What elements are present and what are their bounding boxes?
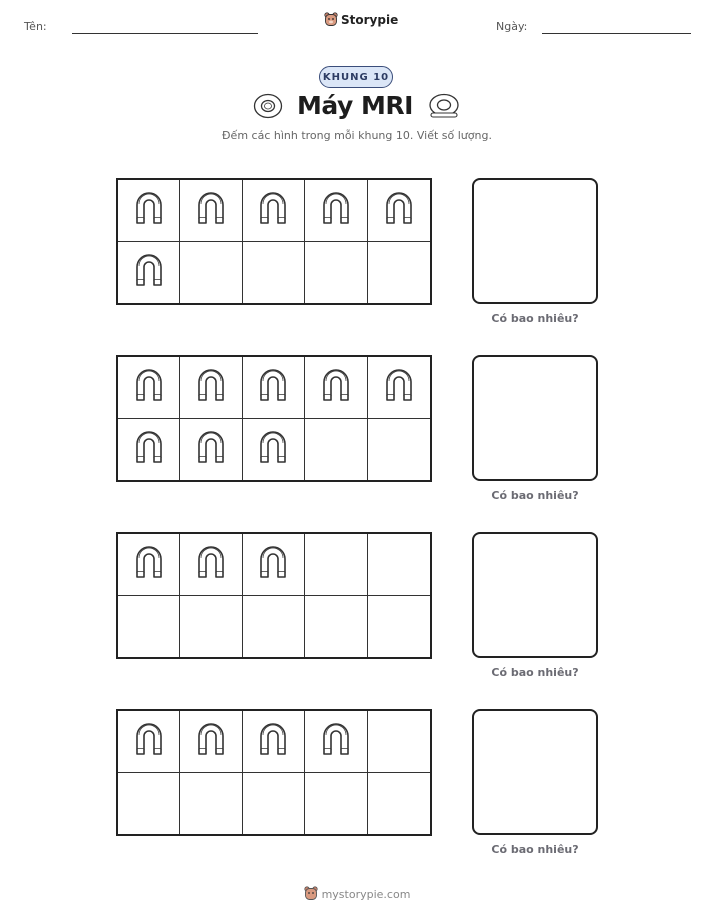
frame-cell — [243, 534, 305, 596]
ten-frame-2 — [116, 355, 432, 482]
frame-cell — [368, 180, 430, 242]
frame-cell — [243, 357, 305, 419]
frame-cell — [180, 773, 242, 835]
frame-cell — [180, 711, 242, 773]
frame-cell — [368, 242, 430, 304]
magnet-icon — [380, 365, 418, 409]
frame-cell — [118, 711, 180, 773]
magnet-icon — [192, 719, 230, 763]
magnet-icon — [192, 542, 230, 586]
frame-cell — [368, 596, 430, 658]
frame-cell — [243, 242, 305, 304]
name-label: Tên: — [24, 20, 47, 33]
frame-cell — [118, 180, 180, 242]
frame-cell — [368, 711, 430, 773]
frame-cell — [180, 242, 242, 304]
question-label-3: Có bao nhiêu? — [491, 666, 579, 679]
question-label-4: Có bao nhiêu? — [491, 843, 579, 856]
frame-cell — [180, 534, 242, 596]
frame-cell — [305, 242, 367, 304]
frame-cell — [243, 419, 305, 481]
frame-cell — [305, 534, 367, 596]
date-label: Ngày: — [496, 20, 528, 33]
footer-url[interactable]: mystorypie.com — [321, 887, 411, 901]
frame-cell — [180, 180, 242, 242]
answer-box-1[interactable] — [472, 178, 598, 304]
mri-machine-icon — [253, 93, 283, 119]
magnet-icon — [192, 365, 230, 409]
magnet-icon — [192, 427, 230, 471]
footer — [0, 886, 714, 902]
frame-cell — [368, 534, 430, 596]
frame-cell — [180, 357, 242, 419]
ten-frame-3 — [116, 532, 432, 659]
frame-cell — [305, 711, 367, 773]
ten-frame-4 — [116, 709, 432, 836]
bear-icon — [324, 12, 338, 28]
frame-cell — [243, 180, 305, 242]
frame-cell — [118, 534, 180, 596]
magnet-icon — [317, 188, 355, 232]
frame-cell — [118, 357, 180, 419]
magnet-icon — [254, 188, 292, 232]
frame-cell — [118, 419, 180, 481]
frame-cell — [368, 357, 430, 419]
magnet-icon — [130, 250, 168, 294]
magnet-icon — [317, 719, 355, 763]
magnet-icon — [254, 427, 292, 471]
date-line[interactable] — [542, 33, 691, 34]
frame-cell — [243, 773, 305, 835]
frame-cell — [368, 419, 430, 481]
magnet-icon — [254, 719, 292, 763]
question-label-2: Có bao nhiêu? — [491, 489, 579, 502]
answer-box-3[interactable] — [472, 532, 598, 658]
frame-cell — [243, 596, 305, 658]
magnet-icon — [317, 365, 355, 409]
answer-box-4[interactable] — [472, 709, 598, 835]
magnet-icon — [192, 188, 230, 232]
magnet-icon — [130, 427, 168, 471]
mri-scanner-icon — [427, 93, 461, 119]
frame-cell — [180, 596, 242, 658]
frame-cell — [368, 773, 430, 835]
ten-frame-badge: KHUNG 10 — [319, 66, 393, 88]
ten-frame-1 — [116, 178, 432, 305]
frame-cell — [118, 596, 180, 658]
frame-cell — [118, 242, 180, 304]
instructions: Đếm các hình trong mỗi khung 10. Viết số lượng. — [222, 129, 492, 142]
magnet-icon — [254, 542, 292, 586]
answer-box-2[interactable] — [472, 355, 598, 481]
title-row — [0, 91, 714, 120]
magnet-icon — [130, 188, 168, 232]
frame-cell — [305, 357, 367, 419]
frame-cell — [305, 180, 367, 242]
frame-cell — [305, 596, 367, 658]
question-label-1: Có bao nhiêu? — [491, 312, 579, 325]
name-line[interactable] — [72, 33, 258, 34]
frame-cell — [243, 711, 305, 773]
magnet-icon — [130, 719, 168, 763]
frame-cell — [305, 773, 367, 835]
frame-cell — [305, 419, 367, 481]
magnet-icon — [130, 365, 168, 409]
storypie-logo — [324, 12, 398, 28]
magnet-icon — [254, 365, 292, 409]
magnet-icon — [380, 188, 418, 232]
brand-name: Storypie — [341, 13, 399, 27]
frame-cell — [118, 773, 180, 835]
magnet-icon — [130, 542, 168, 586]
bear-icon — [304, 886, 318, 902]
page-title: Máy MRI — [297, 91, 413, 120]
frame-cell — [180, 419, 242, 481]
